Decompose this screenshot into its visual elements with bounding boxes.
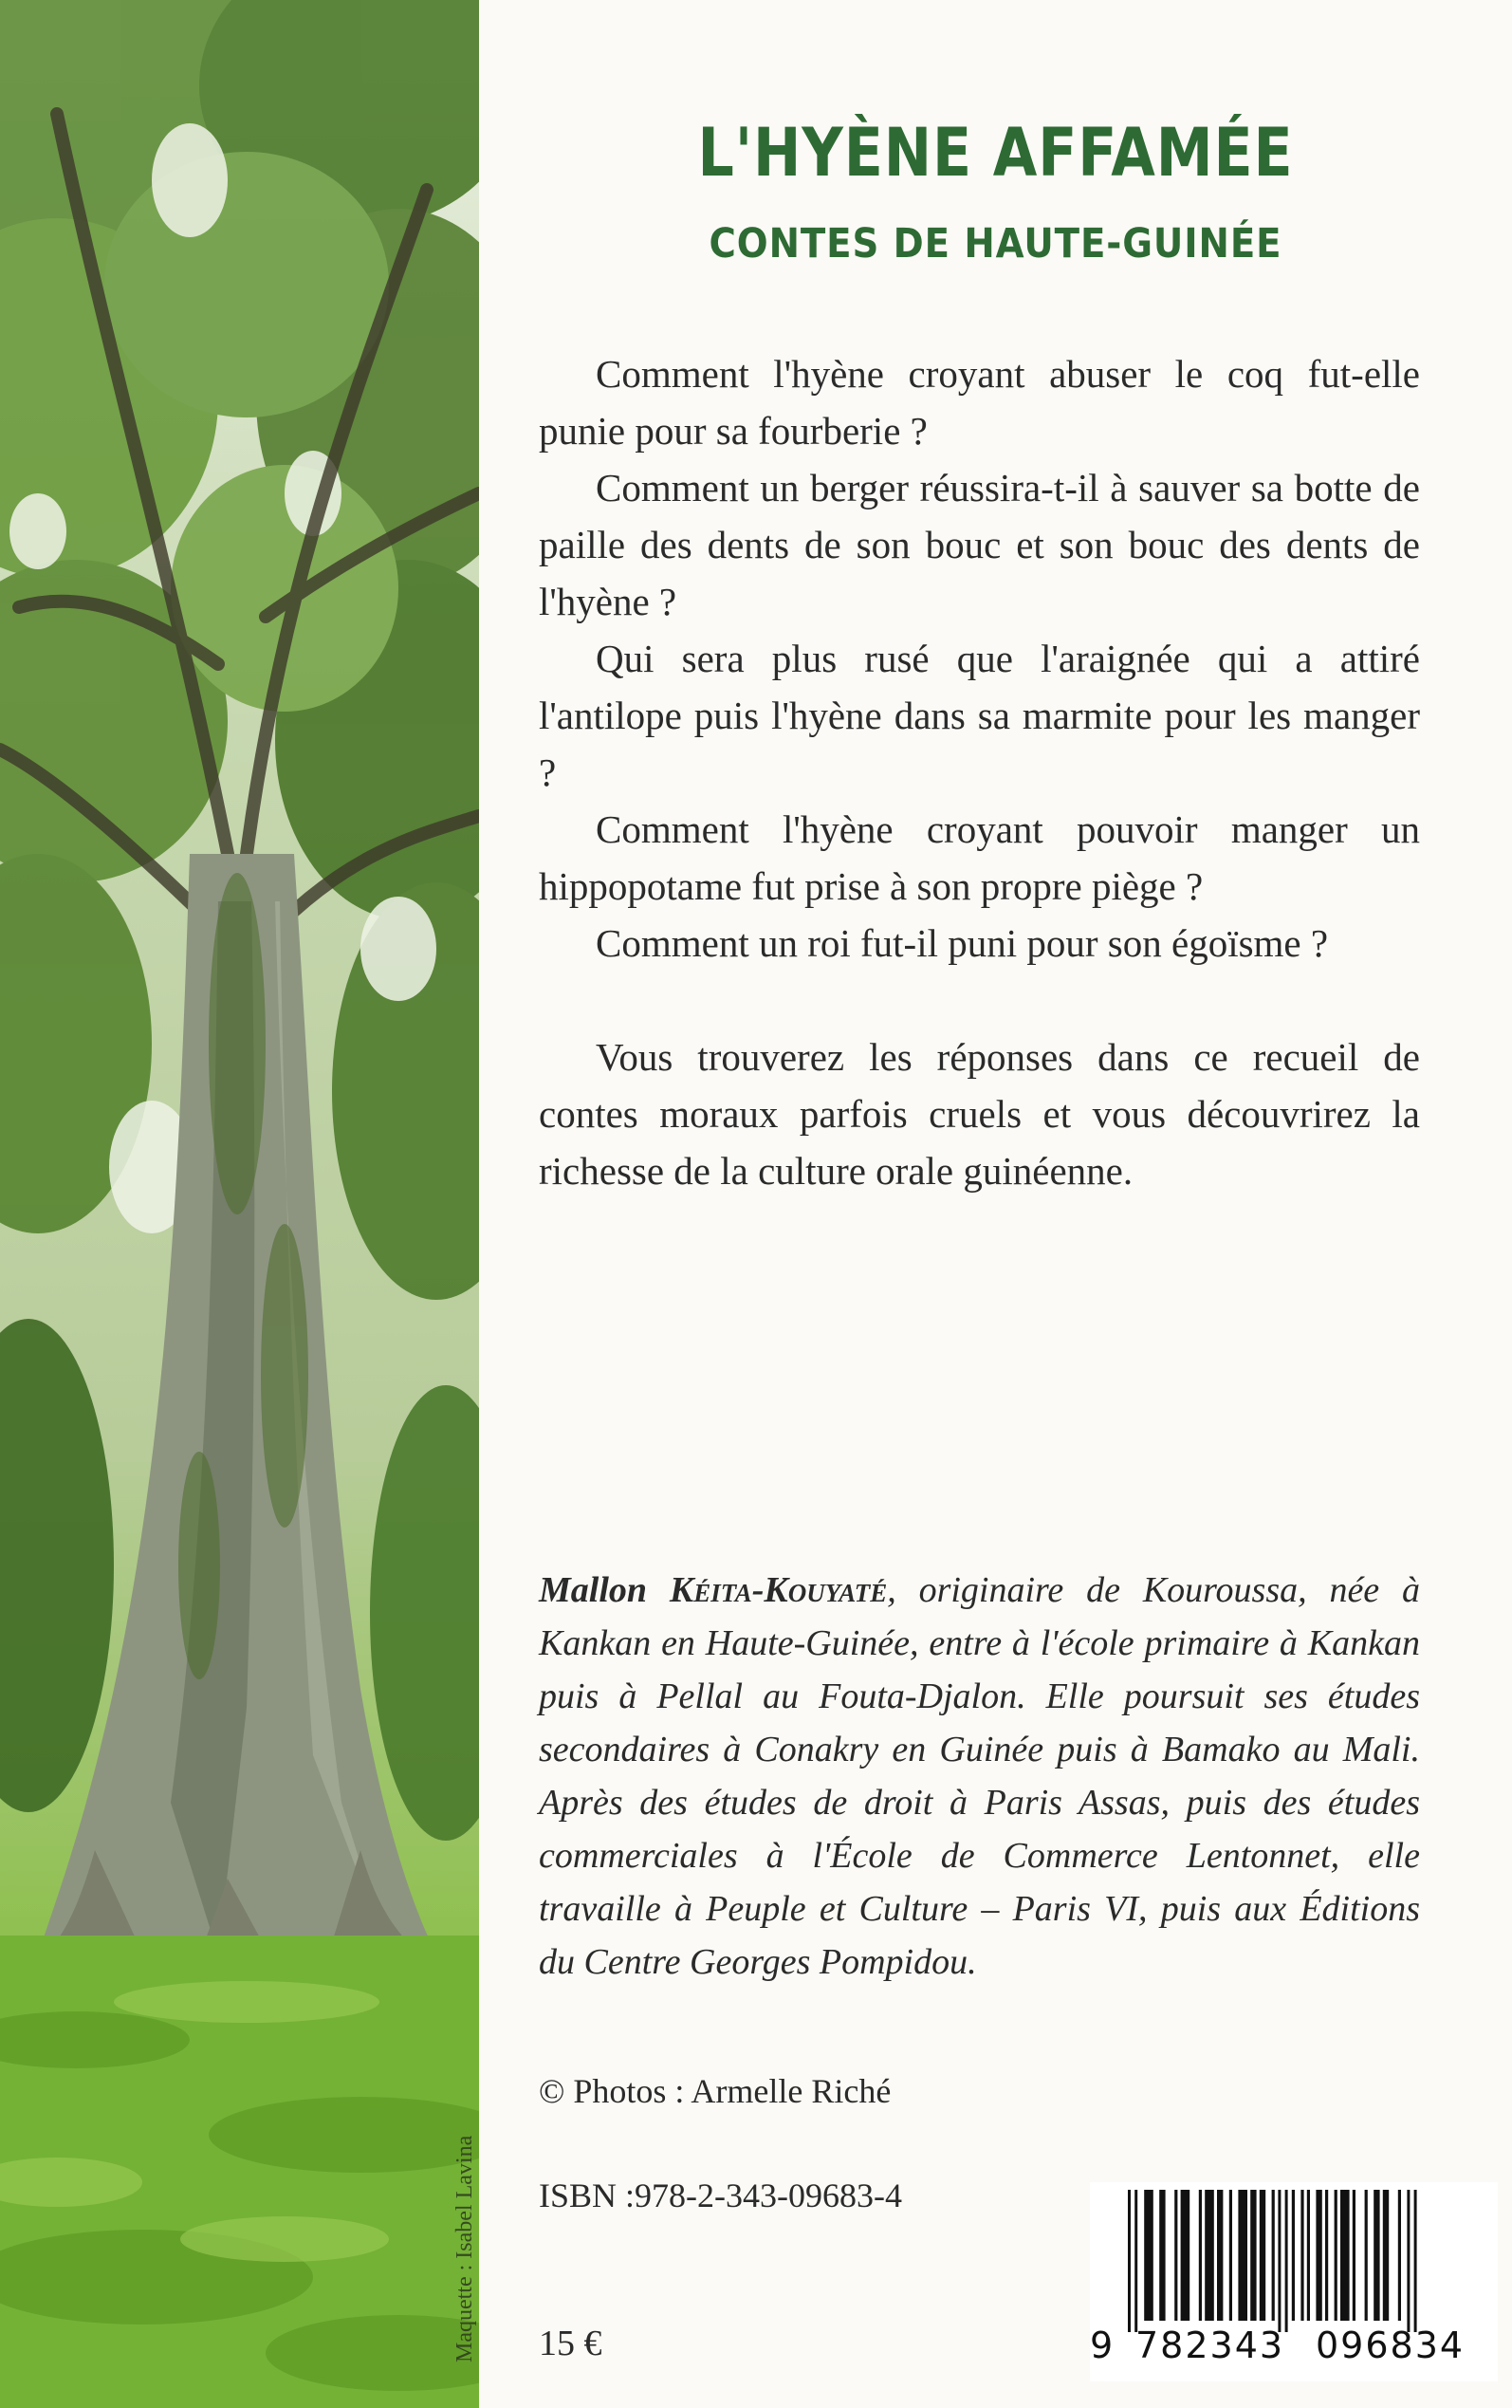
barcode-left-group: 782343 (1135, 2325, 1285, 2366)
barcode-guard-bar (1407, 2190, 1410, 2332)
barcode-guard-bar (1414, 2190, 1417, 2332)
barcode-bar (1374, 2190, 1379, 2321)
barcode-bars (1099, 2190, 1488, 2332)
tree-illustration (0, 0, 479, 2408)
barcode-bar (1316, 2190, 1321, 2321)
author-bio (539, 1564, 1420, 1989)
barcode-bar (1325, 2190, 1328, 2321)
blurb-answer: Vous trouverez les réponses dans ce recueil de contes moraux parfois cruels et vous découvrirez la richesse de la culture orale guinéenne. (539, 1035, 1420, 1193)
barcode-bar (1335, 2190, 1337, 2321)
author-first-name: Mallon (539, 1570, 670, 1610)
barcode-bar (1159, 2190, 1165, 2321)
price: 15 € (539, 2324, 602, 2363)
barcode-guard-bar (1278, 2190, 1281, 2332)
barcode-bar (1398, 2190, 1401, 2321)
photo-credit: © Photos : Armelle Riché (539, 2072, 892, 2110)
barcode-bar (1353, 2190, 1355, 2321)
barcode-bar (1340, 2190, 1350, 2321)
barcode-bar (1307, 2190, 1310, 2321)
barcode-bar (1365, 2190, 1368, 2321)
barcode (1090, 2182, 1498, 2381)
blurb-question: Comment un berger réussira-t-il à sauver sa botte de paille des dents de son bouc et son bouc des dents de l'hyène ? (539, 466, 1420, 623)
barcode-bar (1217, 2190, 1223, 2321)
barcode-bar (1181, 2190, 1190, 2321)
author-bio-text: , originaire de Kouroussa, née à Kankan en Haute-Guinée, entre à l'école primaire à Kankan puis à Pellal au Fouta-Djalon. Elle poursuit ses études secondaires à Conakry en Guinée puis à Bamako au Mali. Après des études de droit à Paris Assas, puis des études commerciales à l'École de Commerce Lentonnet, elle travaille à Peuple et Culture – Paris VI, puis aux Éditions du Centre Georges Pompidou. (539, 1570, 1420, 1982)
blurb-question: Qui sera plus rusé que l'araignée qui a attiré l'antilope puis l'hyène dans sa marmite pour les manger ? (539, 637, 1420, 794)
barcode-guard-bar (1285, 2190, 1288, 2332)
barcode-bar (1238, 2190, 1247, 2321)
barcode-guard-bar (1134, 2190, 1137, 2332)
blurb-question: Comment un roi fut-il puni pour son égoïsme ? (596, 921, 1329, 965)
blurb-question: Comment l'hyène croyant pouvoir manger un hippopotame fut prise à son propre piège ? (539, 807, 1420, 908)
barcode-bar (1300, 2190, 1303, 2321)
barcode-bar (1260, 2190, 1265, 2321)
barcode-first-digit: 9 (1090, 2325, 1114, 2366)
book-subtitle: CONTES DE HAUTE-GUINÉE (709, 220, 1282, 268)
blurb-question: Comment l'hyène croyant abuser le coq fut-elle punie pour sa fourberie ? (539, 352, 1420, 453)
blurb (539, 345, 1420, 1199)
maquette-credit: Maquette : Isabel Lavina (452, 2135, 477, 2362)
barcode-bar (1144, 2190, 1153, 2321)
barcode-bar (1205, 2190, 1214, 2321)
barcode-guard-bar (1128, 2190, 1131, 2332)
barcode-bar (1292, 2190, 1295, 2321)
author-last-name: Kéita-Kouyaté (669, 1570, 888, 1610)
book-title: L'HYÈNE AFFAMÉE (697, 114, 1294, 192)
barcode-bar (1174, 2190, 1177, 2321)
isbn: ISBN :978-2-343-09683-4 (539, 2176, 902, 2214)
barcode-bar (1229, 2190, 1232, 2321)
barcode-bar (1272, 2190, 1275, 2321)
barcode-right-group: 096834 (1316, 2325, 1466, 2366)
barcode-bar (1383, 2190, 1389, 2321)
barcode-bar (1199, 2190, 1202, 2321)
cover-photo-tree (0, 0, 479, 2408)
text-panel (479, 0, 1512, 2408)
barcode-bar (1250, 2190, 1256, 2321)
